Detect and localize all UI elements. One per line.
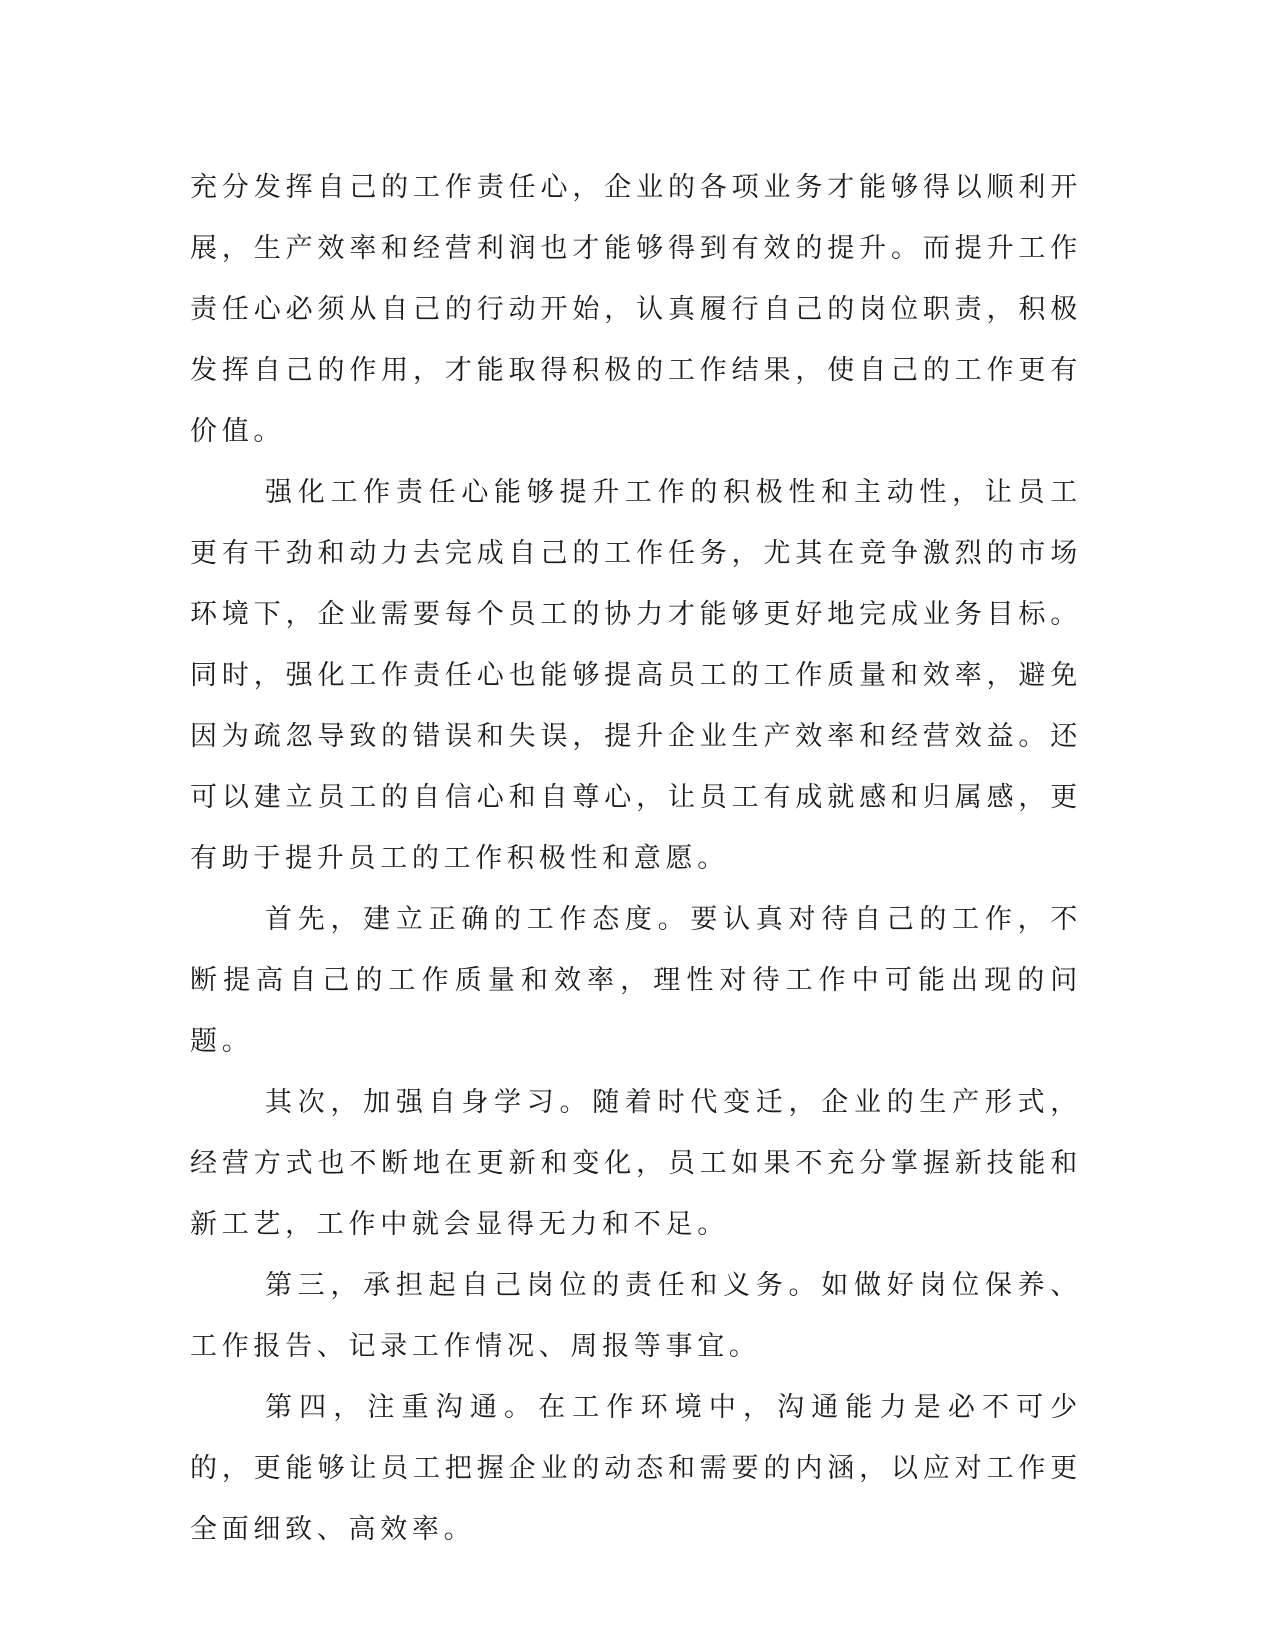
paragraph-1: 充分发挥自己的工作责任心，企业的各项业务才能够得以顺利开展，生产效率和经营利润也才能够得到有效的提升。而提升工作责任心必须从自己的行动开始，认真履行自己的岗位职责，积极发挥自己的作用，才能取得积极的工作结果，使自己的工作更有价值。 [190,172,1082,447]
paragraph-4: 其次，加强自身学习。随着时代变迁，企业的生产形式，经营方式也不断地在更新和变化，员工如果不充分掌握新技能和新工艺，工作中就会显得无力和不足。 [190,1087,1082,1240]
paragraph-3: 首先，建立正确的工作态度。要认真对待自己的工作，不断提高自己的工作质量和效率，理性对待工作中可能出现的问题。 [190,904,1082,1057]
paragraph-5: 第三，承担起自己岗位的责任和义务。如做好岗位保养、工作报告、记录工作情况、周报等事宜。 [190,1270,1082,1362]
paragraph-2: 强化工作责任心能够提升工作的积极性和主动性，让员工更有干劲和动力去完成自己的工作任务，尤其在竞争激烈的市场环境下，企业需要每个员工的协力才能够更好地完成业务目标。同时，强化工作责任心也能够提高员工的工作质量和效率，避免因为疏忽导致的错误和失误，提升企业生产效率和经营效益。还可以建立员工的自信心和自尊心，让员工有成就感和归属感，更有助于提升员工的工作积极性和意愿。 [190,477,1082,874]
document-body [190,157,1082,1560]
paragraph-6: 第四，注重沟通。在工作环境中，沟通能力是必不可少的，更能够让员工把握企业的动态和需要的内涵，以应对工作更全面细致、高效率。 [190,1392,1082,1545]
